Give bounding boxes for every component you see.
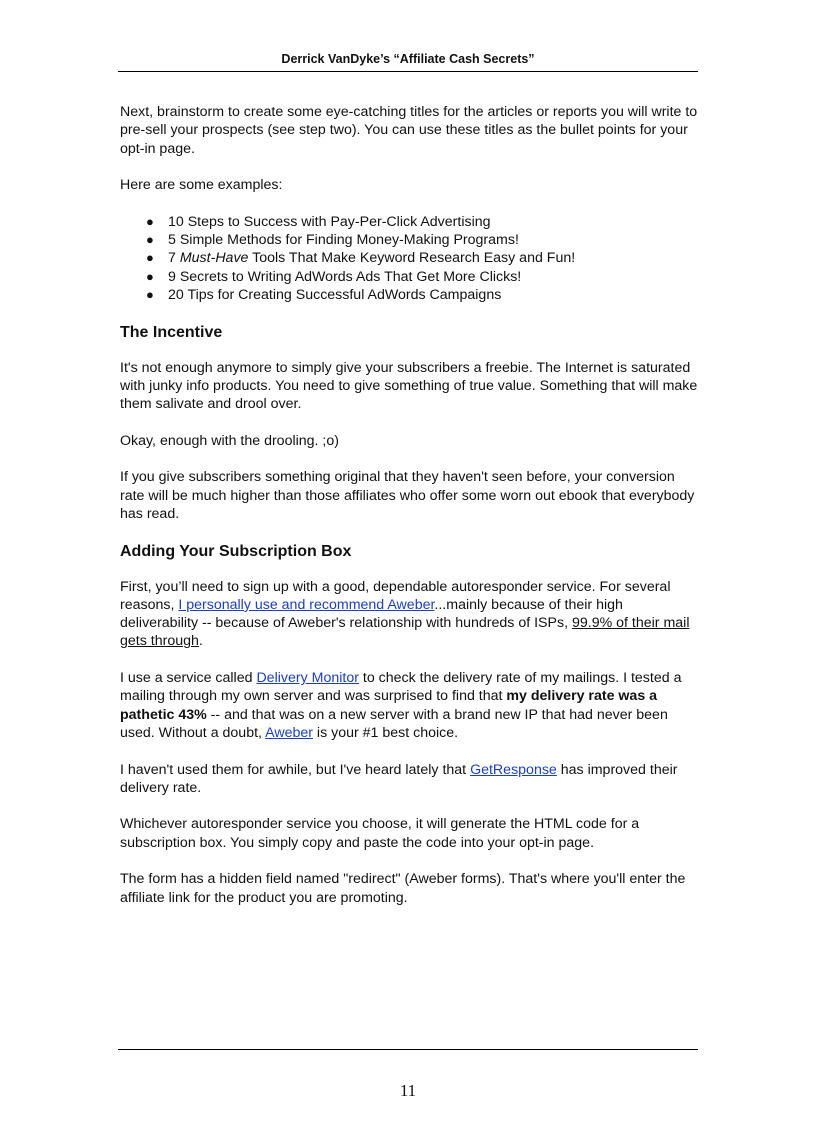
examples-label: Here are some examples:	[120, 177, 283, 194]
subscription-heading: Adding Your Subscription Box	[120, 542, 352, 560]
list-item: ● 5 Simple Methods for Finding Money-Making Programs!	[146, 232, 519, 249]
bullet-icon: ●	[146, 213, 154, 229]
subscription-paragraph-1: First, you’ll need to sign up with a good, dependable autoresponder service. For several reasons, I personally use and recommend Aweber...mainly because of their high deliverability -- because of Aweber's relationship with hundreds of ISPs, 99.9% of their mail gets through.	[120, 578, 690, 650]
bullet-icon: ●	[146, 250, 154, 266]
aweber-link[interactable]: Aweber	[265, 724, 313, 741]
incentive-paragraph-2: Okay, enough with the drooling. ;o)	[120, 432, 339, 449]
page-number: 11	[399, 1081, 417, 1100]
incentive-heading: The Incentive	[120, 323, 223, 341]
getresponse-link[interactable]: GetResponse	[470, 761, 557, 778]
subscription-paragraph-5: The form has a hidden field named "redirect" (Aweber forms). That's where you'll enter the affiliate link for the product you are promoting.	[120, 871, 686, 906]
deliverability-underlined-text: 99.9% of their mail gets through	[120, 615, 690, 650]
subscription-paragraph-4: Whichever autoresponder service you choose, it will generate the HTML code for a subscription box. You simply copy and paste the code into your opt-in page.	[120, 816, 640, 851]
list-item: ● 7 Must-Have Tools That Make Keyword Research Easy and Fun!	[146, 250, 576, 267]
footer-divider	[118, 1049, 698, 1050]
intro-paragraph: Next, brainstorm to create some eye-catching titles for the articles or reports you will write to pre-sell your prospects (see step two). You can use these titles as the bullet points for your opt-in page.	[120, 104, 698, 157]
list-item: ● 10 Steps to Success with Pay-Per-Click Advertising	[146, 213, 491, 230]
delivery-monitor-link[interactable]: Delivery Monitor	[256, 670, 359, 687]
delivery-rate-bold-text: my delivery rate was a pathetic 43%	[120, 688, 658, 723]
incentive-paragraph-1: It's not enough anymore to simply give your subscribers a freebie. The Internet is saturated with junky info products. You need to give something of true value. Something that will make them salivate and drool over.	[120, 359, 698, 413]
subscription-paragraph-3: I haven't used them for awhile, but I've heard lately that GetResponse has improved their delivery rate.	[120, 761, 678, 796]
bullet-icon: ●	[146, 286, 154, 302]
aweber-recommend-link[interactable]: I personally use and recommend Aweber	[178, 596, 435, 613]
bullet-icon: ●	[146, 232, 154, 248]
bullet-icon: ●	[146, 268, 154, 284]
list-item: ● 9 Secrets to Writing AdWords Ads That Get More Clicks!	[146, 268, 522, 285]
page-header-title: Derrick VanDyke’s “Affiliate Cash Secrets”	[281, 52, 535, 66]
subscription-paragraph-2: I use a service called Delivery Monitor to check the delivery rate of my mailings. I tested a mailing through my own server and was surprised to find that my delivery rate was a pathetic 43% -- and that was on a new server with a brand new IP that had never been used. Without a doubt, Aweber is your #1 best choice.	[120, 670, 682, 741]
page-content	[120, 103, 698, 925]
header-divider	[118, 71, 698, 72]
list-item: ● 20 Tips for Creating Successful AdWords Campaigns	[146, 286, 502, 303]
incentive-paragraph-3: If you give subscribers something original that they haven't seen before, your conversion rate will be much higher than those affiliates who offer some worn out ebook that everybody has read.	[120, 469, 695, 522]
example-titles-list	[120, 213, 698, 304]
